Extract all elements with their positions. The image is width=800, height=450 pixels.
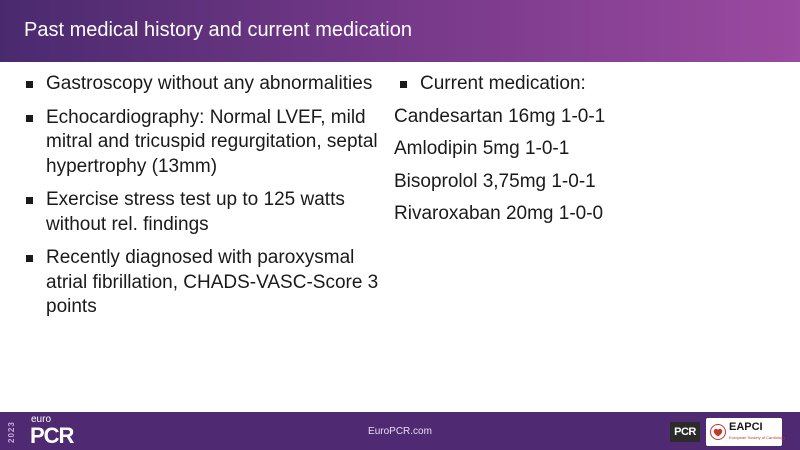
footer-url: EuroPCR.com xyxy=(368,426,432,437)
logo-euro-text: euro xyxy=(31,414,52,425)
pcr-logo: PCR xyxy=(670,422,700,442)
medication-heading xyxy=(394,72,784,97)
list-item-text: Recently diagnosed with paroxysmal atrial fibrillation, CHADS-VASC-Score 3 points xyxy=(46,247,379,317)
medication-list xyxy=(394,72,784,235)
list-item-text: Gastroscopy without any abnormalities xyxy=(46,73,373,94)
eapci-logo-subtext: European Society of Cardiology xyxy=(729,435,786,440)
medication-heading-text: Current medication: xyxy=(420,73,586,94)
square-bullet-icon xyxy=(26,81,33,88)
square-bullet-icon xyxy=(26,115,33,122)
medication-item: Rivaroxaban 20mg 1-0-0 xyxy=(394,203,604,224)
europcr-logo: PCR xyxy=(30,423,74,448)
eapci-logo-text: EAPCI xyxy=(729,421,763,433)
square-bullet-icon xyxy=(26,255,33,262)
year-label: 2023 xyxy=(7,421,16,443)
list-item-text: Exercise stress test up to 125 watts without rel. findings xyxy=(46,189,345,235)
list-item xyxy=(20,246,380,320)
list-item xyxy=(20,188,380,237)
history-list xyxy=(20,72,380,329)
list-item-text: Echocardiography: Normal LVEF, mild mitral and tricuspid regurgitation, septal hypertrophy (13mm) xyxy=(46,106,378,177)
heart-icon xyxy=(710,424,726,440)
medication-item: Candesartan 16mg 1-0-1 xyxy=(394,105,606,127)
list-item xyxy=(20,106,380,180)
list-item xyxy=(20,72,380,97)
medication-item: Bisoprolol 3,75mg 1-0-1 xyxy=(394,170,596,192)
slide-header xyxy=(0,0,800,62)
eapci-logo xyxy=(706,418,786,446)
medication-item: Amlodipin 5mg 1-0-1 xyxy=(394,138,570,159)
square-bullet-icon xyxy=(400,81,407,88)
slide-title: Past medical history and current medication xyxy=(24,19,412,41)
square-bullet-icon xyxy=(26,197,33,204)
